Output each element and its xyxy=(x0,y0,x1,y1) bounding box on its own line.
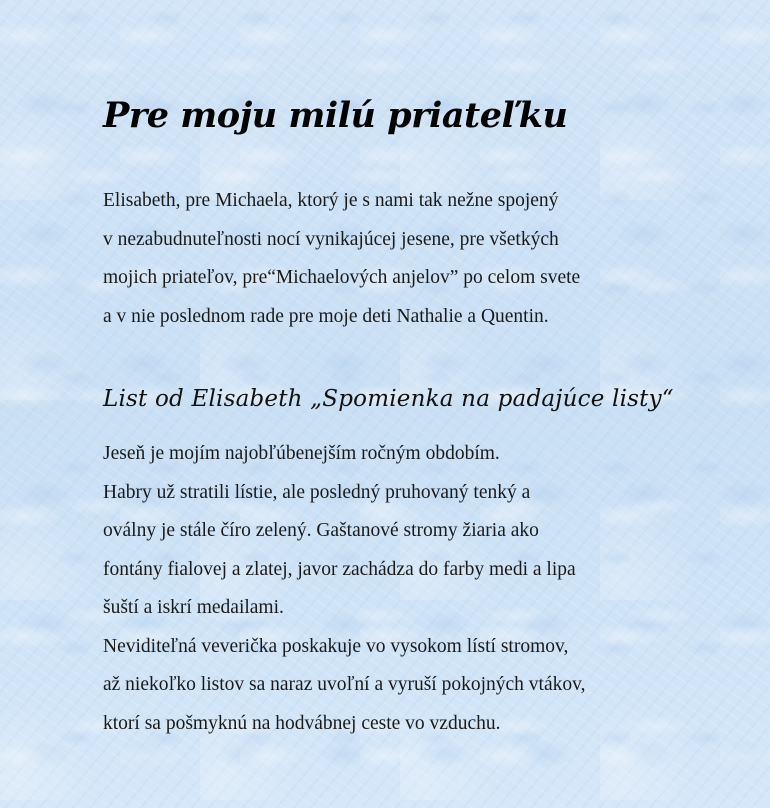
dedication-line: Elisabeth, pre Michaela, ktorý je s nami tak nežne spojený xyxy=(103,190,559,211)
letter-line: Jeseň je mojím najobľúbenejším ročným obdobím. xyxy=(103,443,500,464)
page-title: Pre moju milú priateľku xyxy=(103,95,568,136)
letter-line: fontány fialovej a zlatej, javor zachádza do farby medi a lipa xyxy=(103,558,576,580)
letter-line: oválny je stále číro zelený. Gaštanové stromy žiaria ako xyxy=(103,520,539,541)
letter-line: Habry už stratili lístie, ale posledný pruhovaný tenký a xyxy=(103,481,531,503)
section-title: List od Elisabeth „Spomienka na padajúce listy“ xyxy=(103,386,674,412)
dedication-paragraph xyxy=(103,182,703,336)
dedication-line: a v nie poslednom rade pre moje deti Nathalie a Quentin. xyxy=(103,305,549,327)
letter-line: Neviditeľná veverička poskakuje vo vysokom lístí stromov, xyxy=(103,635,569,657)
dedication-line: mojich priateľov, pre“Michaelových anjelov” po celom svete xyxy=(103,267,581,288)
letter-paragraph xyxy=(103,435,703,743)
letter-line: šuští a iskrí medailami. xyxy=(103,597,284,618)
letter-line: ktorí sa pošmyknú na hodvábnej ceste vo vzduchu. xyxy=(103,712,501,734)
document-page xyxy=(103,92,703,743)
letter-line: až niekoľko listov sa naraz uvoľní a vyruší pokojných vtákov, xyxy=(103,674,586,695)
dedication-line: v nezabudnuteľnosti nocí vynikajúcej jesene, pre všetkých xyxy=(103,228,559,250)
